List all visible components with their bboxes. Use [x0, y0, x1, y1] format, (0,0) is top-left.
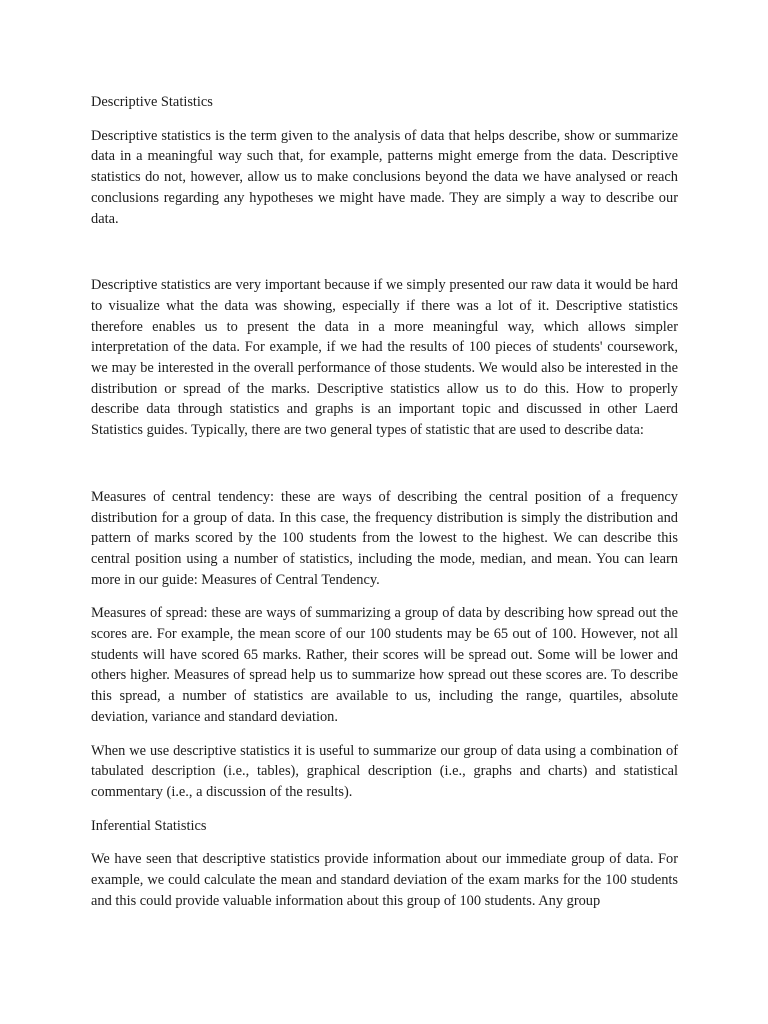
paragraph-definition: Descriptive statistics is the term given to the analysis of data that helps describe, show or summarize data in a meaningful way such that, for example, patterns might emerge from the data. Descriptive statistics do not, however, allow us to make conclusions beyond the data we have analysed or reach conclusions regarding any hypotheses we might have made. They are simply a way to describe our data. [91, 127, 678, 227]
paragraph-inferential-intro: We have seen that descriptive statistics provide information about our immediate group of data. For example, we could calculate the mean and standard deviation of the exam marks for the 100 students and this could provide valuable information about this group of 100 students. Any group [91, 851, 678, 909]
heading-descriptive-statistics: Descriptive Statistics [91, 94, 213, 110]
paragraph-spread: Measures of spread: these are ways of summarizing a group of data by describing how spread out the scores are. For example, the mean score of our 100 students may be 65 out of 100. However, not all students will have scored 65 marks. Rather, their scores will be spread out. Some will be lower and others higher. Measures of spread help us to summarize how spread out these scores are. To describe this spread, a number of statistics are available to us, including the range, quartiles, absolute deviation, variance and standard deviation. [91, 605, 678, 725]
paragraph-importance: Descriptive statistics are very important because if we simply presented our raw data it would be hard to visualize what the data was showing, especially if there was a lot of it. Descriptive statistics therefore enables us to present the data in a more meaningful way, which allows simpler interpretation of the data. For example, if we had the results of 100 pieces of students' coursework, we may be interested in the overall performance of those students. We would also be interested in the distribution or spread of the marks. Descriptive statistics allow us to do this. How to properly describe data through statistics and graphs is an important topic and discussed in other Laerd Statistics guides. Typically, there are two general types of statistic that are used to describe data: [91, 277, 678, 439]
paragraph-summary-methods: When we use descriptive statistics it is useful to summarize our group of data using a combination of tabulated description (i.e., tables), graphical description (i.e., graphs and charts) and statistical commentary (i.e., a discussion of the results). [91, 742, 678, 800]
paragraph-central-tendency: Measures of central tendency: these are ways of describing the central position of a frequency distribution for a group of data. In this case, the frequency distribution is simply the distribution and pattern of marks scored by the 100 students from the lowest to the highest. We can describe this central position using a number of statistics, including the mode, median, and mean. You can learn more in our guide: Measures of Central Tendency. [91, 488, 678, 588]
document-page [91, 92, 678, 925]
heading-inferential-statistics: Inferential Statistics [91, 817, 207, 834]
